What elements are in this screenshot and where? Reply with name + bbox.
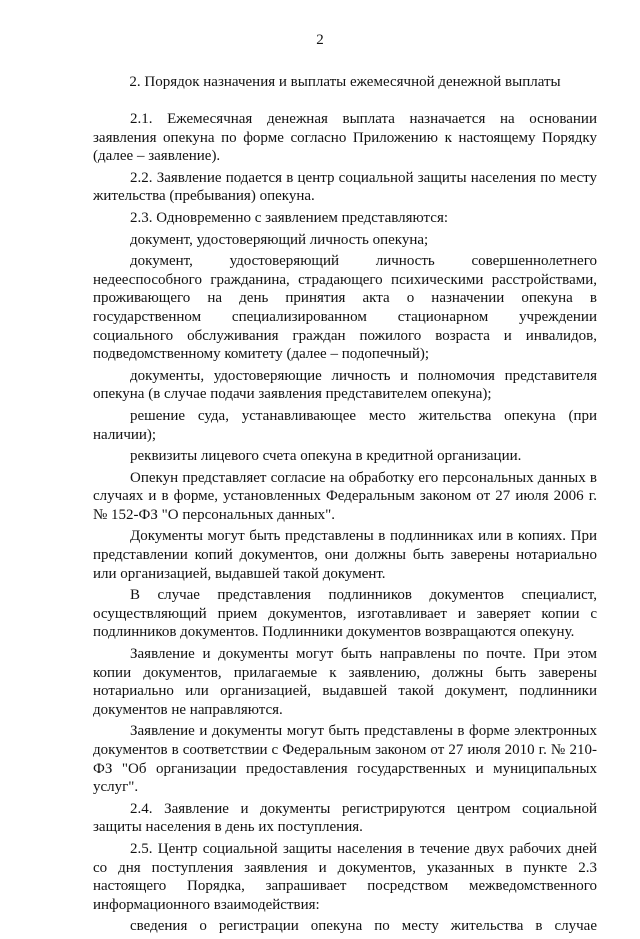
list-item-representative-docs: документы, удостоверяющие личность и полномочия представителя опекуна (в случае подачи заявления представителем опекуна); <box>93 367 597 403</box>
paragraph-2-4: 2.4. Заявление и документы регистрируются центром социальной защиты населения в день их поступления. <box>93 800 597 836</box>
list-item-guardian-id: документ, удостоверяющий личность опекуна; <box>130 231 429 248</box>
page-number: 2 <box>316 32 324 48</box>
paragraph-2-2: 2.2. Заявление подается в центр социальной защиты населения по месту жительства (пребывания) опекуна. <box>93 169 597 205</box>
paragraph-2-5: 2.5. Центр социальной защиты населения в течение двух рабочих дней со дня поступления заявления и документов, указанных в пункте 2.3 настоящего Порядка, запрашивает посредством межведомственного информационного взаимодействия: <box>93 840 597 913</box>
list-item-bank-details: реквизиты лицевого счета опекуна в кредитной организации. <box>130 448 522 465</box>
paragraph-mail: Заявление и документы могут быть направлены по почте. При этом копии документов, прилагаемые к заявлению, должны быть заверены нотариально или организацией, выдавшей такой документ, подлинники документов не направляются. <box>93 646 597 718</box>
paragraph-2-3: 2.3. Одновременно с заявлением представляются: <box>130 209 449 226</box>
document-body <box>93 110 597 939</box>
list-item-ward-id: документ, удостоверяющий личность совершеннолетнего недееспособного гражданина, страдающего психическими расстройствами, проживающего на день принятия акта о назначении опекуна в государственном специализированном стационарном учреждении социального обслуживания граждан пожилого возраста и инвалидов, подведомственному комитету (далее – подопечный); <box>93 253 597 363</box>
paragraph-electronic: Заявление и документы могут быть представлены в форме электронных документов в соответствии с Федеральным законом от 27 июля 2010 г. № 210-ФЗ "Об организации предоставления государственных и муниципальных услуг". <box>93 723 597 796</box>
paragraph-copies: Документы могут быть представлены в подлинниках или в копиях. При представлении копий документов, они должны быть заверены нотариально или организацией, выдавшей такой документ. <box>93 528 597 582</box>
paragraph-residence-info: сведения о регистрации опекуна по месту жительства в случае <box>130 918 597 935</box>
list-item-court-decision: решение суда, устанавливающее место жительства опекуна (при наличии); <box>93 407 597 443</box>
paragraph-originals: В случае представления подлинников документов специалист, осуществляющий прием документов, изготавливает и заверяет копии с подлинников документов. Подлинники документов возвращаются опекуну. <box>93 587 597 641</box>
paragraph-2-1: 2.1. Ежемесячная денежная выплата назначается на основании заявления опекуна по форме согласно Приложению к настоящему Порядку (далее – заявление). <box>93 111 597 165</box>
paragraph-consent: Опекун представляет согласие на обработку его персональных данных в случаях и в форме, установленных Федеральным законом от 27 июля 2006 г. № 152-ФЗ "О персональных данных". <box>93 469 597 523</box>
section-heading: 2. Порядок назначения и выплаты ежемесячной денежной выплаты <box>129 74 561 90</box>
